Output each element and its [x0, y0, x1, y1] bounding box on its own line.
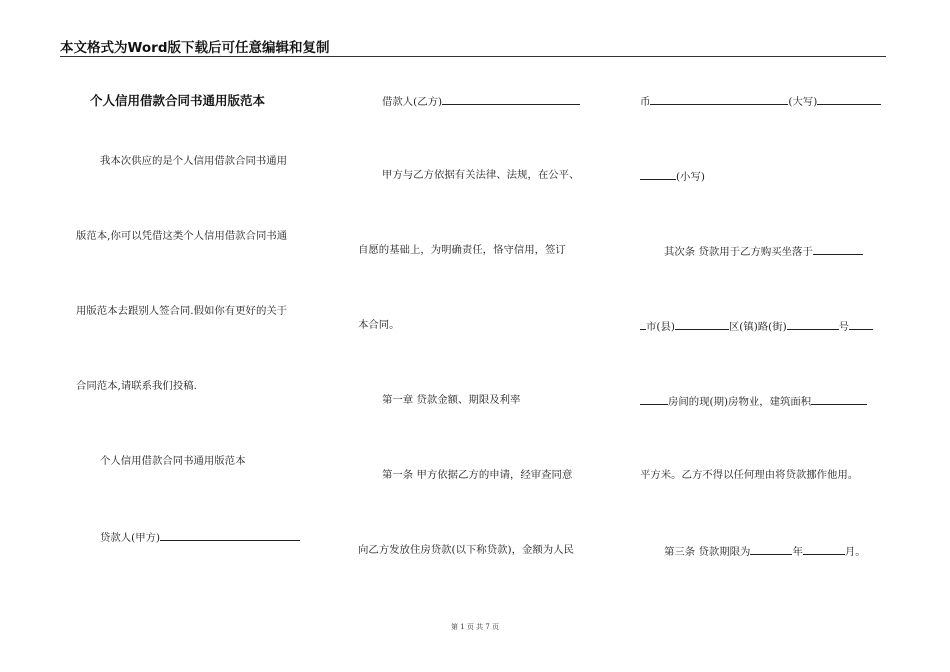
page-footer: 第 1 页 共 7 页 — [450, 623, 500, 631]
intro-line-2: 版范本,你可以凭借这类个人信用借款合同书通 — [76, 230, 288, 242]
property-text: 房间的现(期)房物业，建筑面积 — [668, 396, 812, 408]
uppercase-label: (大写) — [788, 96, 818, 108]
city-label: 市(县) — [646, 321, 675, 333]
article-2-line-4: 平方米。乙方不得以任何理由将贷款挪作他用。 — [640, 469, 859, 481]
intro-line-3: 用版范本去跟别人签合同.假如你有更好的关于 — [76, 305, 288, 317]
left-column — [76, 0, 336, 672]
lowercase-label: (小写) — [676, 171, 705, 183]
intro-line-4: 合同范本,请联系我们投稿. — [76, 380, 197, 392]
header-text: 本文格式为Word版下载后可任意编辑和复制 — [60, 40, 330, 56]
district-blank — [675, 318, 729, 330]
amount-words-blank — [650, 93, 788, 105]
right-column — [640, 0, 890, 672]
article-3-text: 第三条 贷款期限为 — [664, 546, 751, 558]
amount-figures-line — [640, 168, 705, 184]
body-line-1: 甲方与乙方依据有关法律、法规，在公平、 — [382, 169, 580, 181]
article-2-text: 其次条 贷款用于乙方购买坐落于 — [664, 246, 813, 258]
amount-figures-blank — [640, 168, 676, 180]
intro-line-1: 我本次供应的是个人信用借款合同书通用 — [100, 155, 288, 167]
article-2-line-2 — [640, 318, 873, 334]
subtitle-line: 个人信用借款合同书通用版范本 — [100, 455, 246, 467]
borrower-blank — [442, 93, 580, 105]
number-blank — [849, 318, 873, 330]
months-blank — [803, 543, 845, 555]
article-3-line — [664, 543, 866, 559]
lender-label: 贷款人(甲方) — [100, 532, 161, 544]
article-2-line-3 — [640, 393, 867, 409]
year-label: 年 — [792, 546, 803, 558]
article-2-line-1 — [664, 243, 863, 259]
article-1-line-1: 第一条 甲方依据乙方的申请，经审查同意 — [382, 469, 573, 481]
amount-words-blank-2 — [817, 93, 881, 105]
body-line-3: 本合同。 — [358, 319, 400, 331]
amount-line — [640, 93, 881, 109]
years-blank — [750, 543, 792, 555]
month-label: 月。 — [844, 546, 866, 558]
number-label: 号 — [838, 321, 850, 333]
street-blank — [787, 318, 839, 330]
district-label: 区(镇)路(街) — [728, 321, 787, 333]
chapter-1-heading: 第一章 贷款金额、期限及利率 — [382, 394, 521, 406]
lender-line — [100, 529, 300, 545]
middle-column — [358, 0, 618, 672]
body-line-2: 自愿的基础上，为明确责任，恪守信用，签订 — [358, 244, 566, 256]
area-blank — [811, 393, 867, 405]
lender-blank — [160, 529, 300, 541]
borrower-label: 借款人(乙方) — [382, 96, 443, 108]
room-blank — [640, 393, 668, 405]
article-1-line-2: 向乙方发放住房贷款(以下称贷款)，金额为人民 — [358, 544, 574, 556]
borrower-line — [382, 93, 580, 109]
currency-label: 币 — [640, 96, 651, 108]
document-title: 个人信用借款合同书通用版范本 — [90, 93, 266, 108]
location-blank — [813, 243, 863, 255]
